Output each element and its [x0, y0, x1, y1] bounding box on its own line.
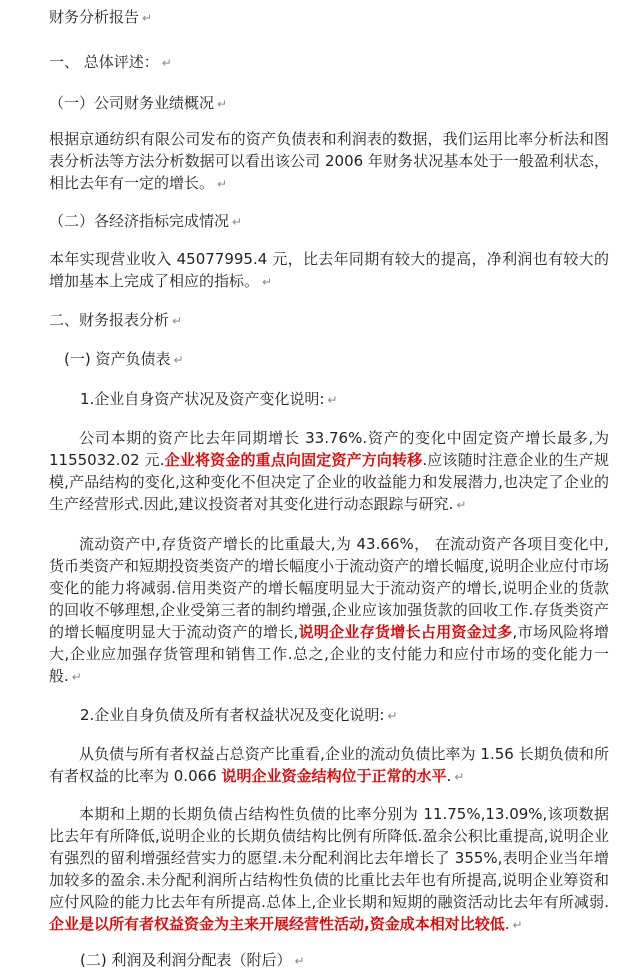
- section-heading-overview: 一、 总体评述： ↵: [49, 53, 172, 71]
- paragraph-liability-ratio: 从负债与所有者权益占总资产比重看,企业的流动负债比率为 1.56 长期负债和所有者权益的比率为 0.066 说明企业资金结构位于正常的水平. ↵: [49, 745, 609, 785]
- subheading-indicators: （二）各经济指标完成情况 ↵: [49, 212, 243, 230]
- paragraph-mark: ↵: [454, 770, 465, 784]
- report-title: 财务分析报告 ↵: [49, 8, 153, 26]
- paragraph-mark: ↵: [327, 393, 338, 407]
- paragraph-fixed-assets: 公司本期的资产比去年同期增长 33.76%.资产的变化中固定资产增长最多,为 1155032.02 元.企业将资金的重点向固定资产方向转移.应该随时注意企业的生产规模,产品结构的变化,这种变化不但决定了企业的收益能力和发展潜力,也决定了企业的生产经营形式.因此,建议投资者对其变化进行动态跟踪与研究. ↵: [49, 429, 609, 513]
- paragraph-mark: ↵: [512, 918, 523, 932]
- paragraph-mark: ↵: [217, 177, 228, 191]
- paragraph-mark: ↵: [172, 314, 183, 328]
- paragraph-indicators: 本年实现营业收入 45077995.4 元，比去年同期有较大的提高，净利润也有较大的增加基本上完成了相应的指标。 ↵: [49, 250, 609, 290]
- paragraph-mark: ↵: [217, 97, 228, 111]
- highlight-fixed-assets: 企业将资金的重点向固定资产方向转移: [164, 451, 423, 469]
- paragraph-mark: ↵: [232, 215, 243, 229]
- subheading-income-statement: (二) 利润及利润分配表（附后） ↵: [80, 951, 305, 969]
- paragraph-mark: ↵: [142, 11, 153, 25]
- paragraph-current-assets: 流动资产中,存货资产增长的比重最大,为 43.66%， 在流动资产各项目变化中,货币类资产和短期投资类资产的增长幅度小于流动资产的增长幅度,说明企业应付市场变化的能力将减弱.信用类资产的增长幅度明显大于流动资产的增长,说明企业的货款的回收不够理想,企业受第三者的制约增强,企业应该加强货款的回收工作.存货类资产的增长幅度明显大于流动资产的增长,说明企业存货增长占用资金过多,市场风险将增大,企业应加强存货管理和销售工作.总之,企业的支付能力和应付市场的变化能力一般. ↵: [49, 535, 609, 685]
- section-heading-statements: 二、财务报表分析 ↵: [49, 311, 183, 329]
- paragraph-long-term-debt: 本期和上期的长期负债占结构性负债的比率分别为 11.75%,13.09%,该项数据比去年有所降低,说明企业的长期负债结构比例有所降低.盈余公积比重提高,说明企业有强烈的留利增强经营实力的愿望.未分配利润比去年增长了 355%,表明企业当年增加较多的盈余.未分配利润所占结构性负债的比重比去年也有所提高,说明企业筹资和应付风险的能力比去年有所提高.总体上,企业长期和短期的融资活动比去年有所减弱.企业是以所有者权益资金为主来开展经营性活动,资金成本相对比较低. ↵: [49, 805, 609, 933]
- paragraph-mark: ↵: [161, 56, 172, 70]
- paragraph-mark: ↵: [387, 709, 398, 723]
- paragraph-mark: ↵: [262, 275, 273, 289]
- subheading-balance-sheet: (一) 资产负债表 ↵: [64, 350, 184, 368]
- highlight-inventory: 说明企业存货增长占用资金过多: [298, 623, 513, 641]
- item-heading-liabilities: 2.企业自身负债及所有者权益状况及变化说明: ↵: [80, 706, 398, 724]
- item-heading-assets: 1.企业自身资产状况及资产变化说明: ↵: [80, 390, 338, 408]
- paragraph-mark: ↵: [456, 498, 467, 512]
- paragraph-mark: ↵: [173, 353, 184, 367]
- paragraph-mark: ↵: [294, 954, 305, 968]
- subheading-performance: （一）公司财务业绩概况 ↵: [49, 94, 228, 112]
- highlight-equity-funding: 企业是以所有者权益资金为主来开展经营性活动,资金成本相对比较低: [49, 915, 505, 933]
- paragraph-performance: 根据京通纺织有限公司发布的资产负债表和利润表的数据，我们运用比率分析法和图表分析法等方法分析数据可以看出该公司 2006 年财务状况基本处于一般盈利状态，相比去年有一定的增长。 ↵: [49, 130, 609, 192]
- highlight-capital-structure: 说明企业资金结构位于正常的水平: [221, 767, 447, 785]
- paragraph-mark: ↵: [71, 670, 82, 684]
